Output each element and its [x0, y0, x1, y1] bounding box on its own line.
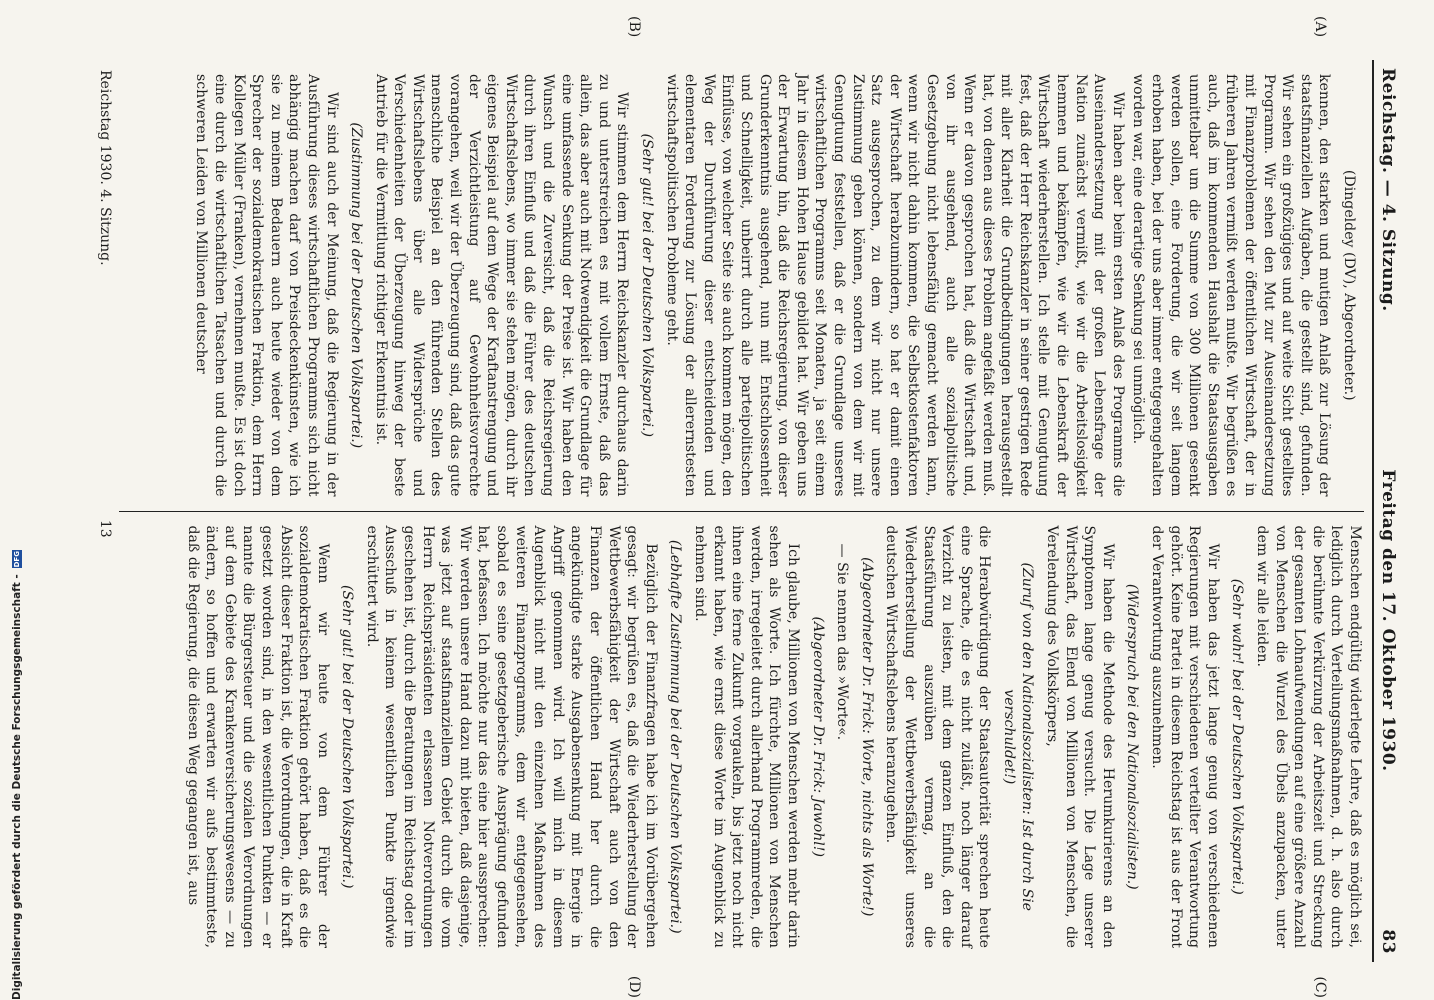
paragraph: Wir haben die Methode des Herumkurierens an den Symptomen lange genug versucht. Die Lage unserer Wirtschaft, das Elend von Millionen von Menschen, die Verelendung des Volkskörpers,	[1044, 525, 1116, 948]
text-columns	[119, 16, 1364, 998]
digitization-credit	[10, 0, 24, 1000]
paragraph: kennen, den starken und mutigen Anlaß zur Lösung der staatsfinanziellen Aufgaben, die gestellt sind, gefunden. Wir sehen ein großzügiges und auf weite Sicht gestelltes Programm. Wir sehen den Mut zur Auseinandersetzung mit Finanzproblemen der öffentlichen Wirtschaft, der in früheren Jahren vermißt werden mußte. Wir begrüßen es auch, daß im kommenden Haushalt die Staatsausgaben unmittelbar um die Summe von 300 Millionen gesenkt werden sollen, eine Forderung, die wir seit langem erhoben haben, bei der uns aber immer entgegengehalten worden war, eine derartige Senkung sei unmöglich.	[1130, 74, 1333, 497]
page-footer	[97, 60, 117, 962]
credit-text: Digitalisierung gefördert durch die Deutsche Forschungsgemeinschaft -	[11, 574, 23, 1000]
footer-page-number: 13	[97, 519, 113, 538]
margin-letter-a: (A)	[1312, 16, 1328, 38]
dfg-logo: DFG	[13, 551, 21, 568]
paragraph: Wir haben das jetzt lange genug von verschiedenen Regierungen mit verschiedenen verteilter Verantwortung gehört. Keine Partei in diesem Reichstag ist aus der Front der Verantwortung auszunehmen.	[1149, 525, 1221, 948]
header-left: Reichstag. — 4. Sitzung.	[1378, 68, 1398, 312]
speaker-line: (Dingeldey (DV), Abgeordneter.)	[1341, 169, 1357, 401]
paragraph: Ich glaube, Millionen von Menschen werden mehr darin sehen als Worte. Ich fürchte, Millionen von Menschen werden, irregeleitet durch allerhand Programmreden, die ihnen eine ferne Zukunft vorgaukeln, bis jetzt noch nicht erkannt haben, wie ernst diese Worte im Augenblick zu nehmen sind.	[692, 525, 801, 948]
header-date: Freitag den 17. Oktober 1930.	[1378, 469, 1398, 772]
paragraph: Wir haben aber beim ersten Anlaß des Programms die Auseinandersetzung mit der großen Lebensfrage der Nation zunächst vermißt, wie wir die Arbeitslosigkeit hemmen und bekämpfen, wie wir die Lebenskraft der Wirtschaft wiederherstellen. Ich stelle mit Genugtuung fest, daß der Herr Reichskanzler in seiner gestrigen Rede mit aller Klarheit die Grundbedingungen herausgestellt hat, von denen aus dieses Problem angefaßt werden muß. Wenn er davon gesprochen hat, daß die Wirtschaft und, von ihr ausgehend, auch alle sozialpolitische Gesetzgebung nicht lebensfähig gemacht werden kann, wenn wir nicht dahin kommen, die Selbstkostenfaktoren der Wirtschaft herabzumindern, so hat er damit einen Satz ausgesprochen, zu dem wir nicht nur unsere Zustimmung geben können, sondern von dem wir mit Genugtuung feststellen, daß er die Grundlage unseres wirtschaftlichen Programms seit Monaten, ja seit einem Jahr in diesem Hohen Hause gebildet hat. Wir geben uns der Erwartung hin, daß die Reichsregierung, von dieser Grunderkenntnis ausgehend, nun mit Entschlossenheit und Schnelligkeit, unbeirrt durch alle parteipolitischen Einflüsse, von welcher Seite sie auch kommen mögen, den Weg der Durchführung dieser entscheidenden und elementaren Forderung zur Lösung der allerernstesten wirtschaftspolitischen Probleme geht.	[663, 74, 1126, 497]
paragraph: Wir stimmen dem Herrn Reichskanzler durchaus darin zu und unterstreichen es mit vollem Ernste, daß das allein, das aber auch mit Notwendigkeit die Grundlage für eine umfassende Senkung der Preise ist. Wir haben den Wunsch und die Zuversicht, daß die Reichsregierung durch ihren Einfluß und daß die Führer des deutschen Wirtschaftslebens, wo immer sie stehen mögen, durch ihr eigenes Beispiel auf dem Wege der Kraftanstrengung und der Verzichtleistung auf Gewohnheitsvorrechte vorangehen, weil wir der Überzeugung sind, daß das gute menschliche Beispiel an den führenden Stellen des Wirtschaftslebens über alle Widersprüche und Verschiedenheiten der Überzeugung hinweg der beste Antrieb für die Vermittlung richtiger Erkenntnis ist.	[372, 74, 631, 497]
column-right	[119, 512, 1364, 963]
reaction-line: (Sehr wahr! bei der Deutschen Volkspartei.)	[1229, 578, 1246, 895]
paragraph: Wenn wir heute von dem Führer der sozialdemokratischen Fraktion gehört haben, daß es die Absicht dieser Fraktion ist, die Verordnungen, die in Kraft gesetzt worden sind, in den wesentlichen Punkten — er nannte die Bürgersteuer und die sozialen Verordnungen auf dem Gebiete des Krankenversicherungswesens — zu ändern, so hoffen und erwarten wir aufs bestimmteste, daß die Regierung, die diesen Weg gegangen ist, aus	[184, 525, 331, 948]
column-left	[119, 60, 1364, 511]
reaction-line: (Zustimmung bei der Deutschen Volkspartei.)	[348, 122, 365, 449]
reaction-line: (Abgeordneter Dr. Frick: Worte, nichts als Worte!)	[858, 557, 875, 917]
page-header	[1372, 60, 1398, 962]
margin-letter-d: (D)	[626, 975, 642, 998]
footer-session: Reichstag 1930. 4. Sitzung.	[97, 70, 113, 266]
reaction-line: (Sehr gut! bei der Deutschen Volkspartei.)	[339, 585, 356, 889]
margin-letter-c: (C)	[1312, 976, 1328, 998]
reaction-line: (Widerspruch bei den Nationalsozialisten.)	[1124, 583, 1141, 890]
paragraph: die Herabwürdigung der Staatsautorität sprechen heute eine Sprache, die es nicht zuläßt, noch länger darauf Verzicht zu leisten, mit dem ganzen Einfluß, den die Staatsführung auszuüben vermag, an die Wiederherstellung der Wettbewerbsfähigkeit unseres deutschen Wirtschaftslebens heranzugehen.	[883, 525, 993, 948]
paragraph: — Sie nennen das »Worte«.	[834, 543, 851, 741]
paragraph: Menschen endgültig widerlegte Lehre, daß es möglich sei, lediglich durch Verteilungsmaßnahmen, d. h. also durch die berühmte Verkürzung der Arbeitszeit und Streckung der gesamten Lohnaufwendungen auf eine größere Anzahl von Menschen die Wurzel des Übels anzupacken, unter dem wir alle leiden.	[1254, 525, 1363, 948]
paragraph: Wir sind auch der Meinung, daß die Regierung in der Ausführung dieses wirtschaftlichen Programms sich nicht abhängig machen darf von Preisdeckenkünsten, wie ich sie zu meinem Bedauern auch heute wieder von dem Sprecher der sozialdemokratischen Fraktion, dem Herrn Kollegen Müller (Franken), vernehmen mußte. Es ist doch eine durch die wirtschaftlichen Tatsachen und durch die schweren Leiden von Millionen deutscher	[193, 74, 340, 497]
reaction-line: (Lebhafte Zustimmung bei der Deutschen Volkspartei.)	[667, 539, 684, 934]
reaction-line: (Zuruf von den Nationalsozialisten: Ist durch Sie verschuldet!)	[1000, 562, 1036, 912]
paragraph: Bezüglich der Finanzfragen habe ich im Vorübergehen gesagt: wir begrüßen es, daß die Wiederherstellung der Wettbewerbsfähigkeit der Wirtschaft auch von den Finanzen der öffentlichen Hand her durch die angekündigte starke Ausgabensenkung mit Energie in Angriff genommen wird. Ich will mich in diesem Augenblick nicht mit den einzelnen Maßnahmen des weiteren Finanzprogramms, dem wir entgegensehen, sobald es seine gesetzgeberische Ausprägung gefunden hat, befassen. Ich möchte nur das eine hier aussprechen: Wir werden unsere Hand dazu mit bieten, daß dasjenige, was jetzt auf staatsfinanziellem Gebiet durch die vom Herrn Reichspräsidenten erlassenen Notverordnungen geschehen ist, durch die Beratungen im Reichstag oder im Ausschuß in keinem wesentlichen Punkte irgendwie erschüttert wird.	[363, 525, 659, 948]
margin-letter-b: (B)	[626, 16, 642, 38]
reaction-line: (Abgeordneter Dr. Frick: Jawohl!)	[809, 616, 826, 857]
reaction-line: (Sehr gut! bei der Deutschen Volkspartei.)	[639, 133, 656, 437]
page-number: 83	[1378, 929, 1398, 954]
